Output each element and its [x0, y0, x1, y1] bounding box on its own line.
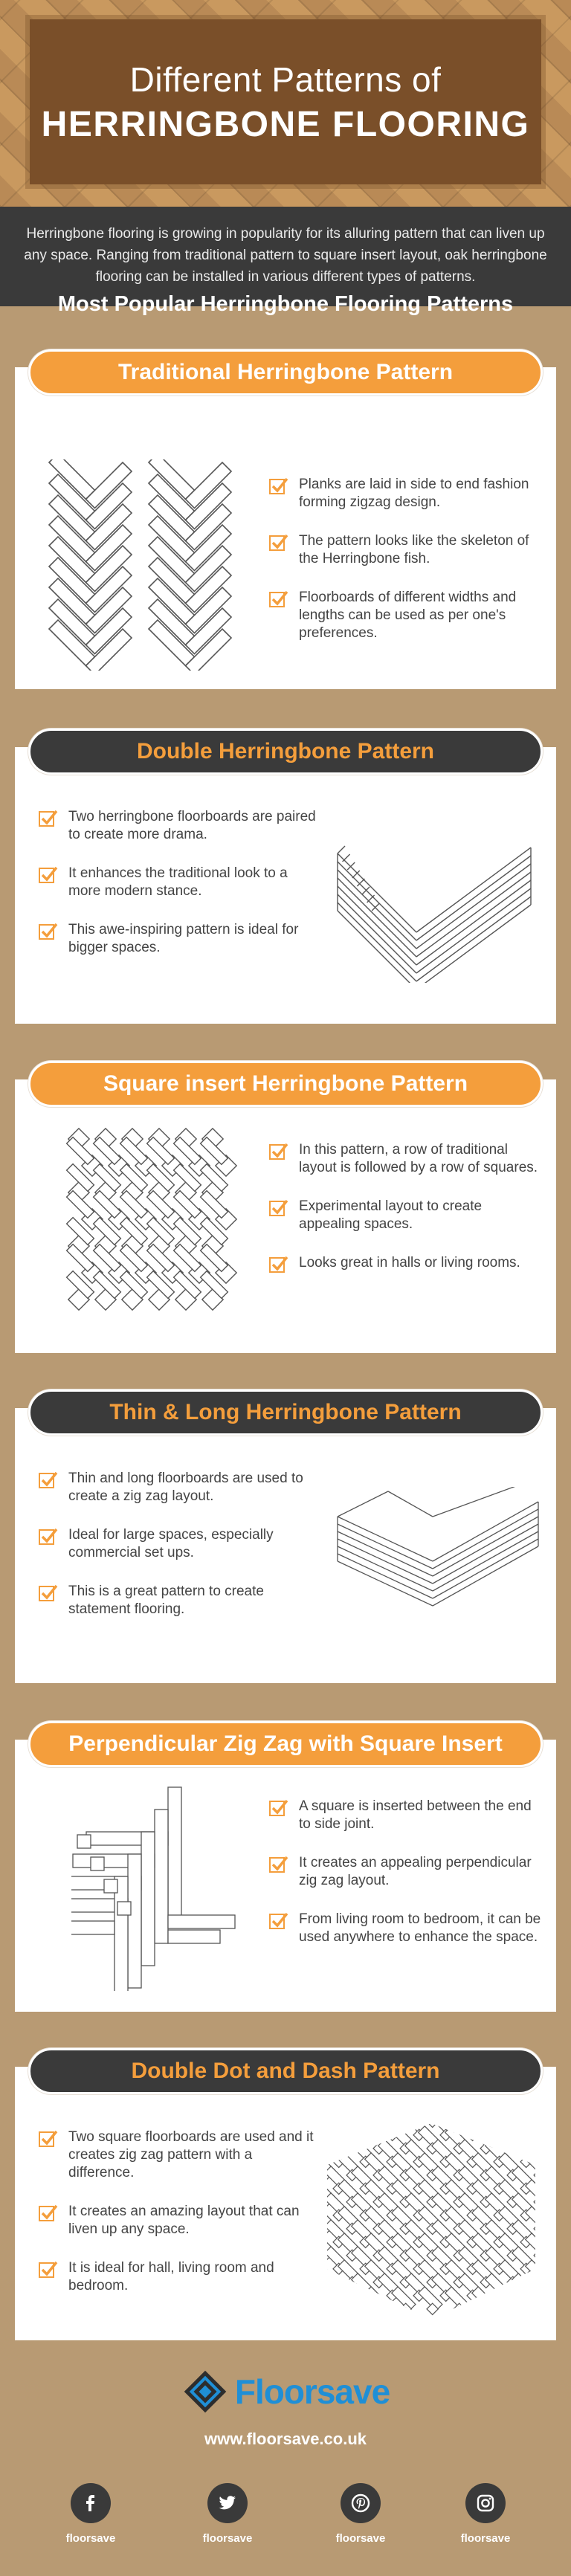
- plank-line: [416, 872, 531, 957]
- plank-line: [433, 1546, 538, 1606]
- plank-shape: [360, 2129, 371, 2140]
- check-icon: [269, 534, 288, 552]
- thin-long-herringbone-illustration: [336, 1487, 541, 1621]
- instagram-icon[interactable]: [465, 2483, 506, 2523]
- plank-line: [338, 853, 416, 932]
- plank-line: [338, 862, 416, 940]
- check-icon: [269, 590, 288, 608]
- social-instagram[interactable]: [445, 2483, 526, 2545]
- traditional-herringbone-illustration: [39, 459, 241, 671]
- plank-shape: [117, 1902, 131, 1915]
- plank-shape: [507, 2303, 518, 2314]
- bullet-item: Two herringbone floorboards are paired to create more drama.: [39, 808, 321, 844]
- plank-shape: [520, 2290, 532, 2301]
- brand-logo[interactable]: [0, 2368, 571, 2415]
- perpendicular-zigzag-illustration: [71, 1781, 242, 1991]
- bullet-item: Thin and long floorboards are used to create a zig zag layout.: [39, 1470, 321, 1505]
- plank-line: [347, 862, 355, 870]
- plank-shape: [91, 1857, 104, 1870]
- social-pinterest[interactable]: [320, 2483, 401, 2545]
- pattern-title-dot-dash: Double Dot and Dash Pattern: [28, 2048, 543, 2094]
- bullets-thin-long: [39, 1470, 321, 1639]
- plank-line: [338, 903, 416, 981]
- page-title-line-2: HERRINGBONE FLOORING: [41, 104, 530, 144]
- plank-shape: [365, 2120, 389, 2123]
- plank-shape: [346, 2303, 358, 2314]
- plank-shape: [534, 2303, 538, 2314]
- plank-shape: [324, 2143, 331, 2154]
- facebook-icon[interactable]: [71, 2483, 111, 2523]
- plank-line: [338, 846, 345, 853]
- check-icon: [269, 1856, 288, 1873]
- plank-line: [367, 895, 375, 903]
- plank-shape: [467, 2129, 478, 2140]
- plank-line: [362, 887, 370, 894]
- bullet-item: It creates an amazing layout that can liven up any space.: [39, 2203, 321, 2238]
- plank-shape: [324, 2126, 335, 2150]
- plank-shape: [77, 1835, 91, 1848]
- plank-shape: [352, 2273, 375, 2297]
- plank-shape: [324, 2260, 335, 2284]
- social-label: floorsave: [335, 2532, 386, 2545]
- plank-line: [338, 1546, 433, 1591]
- plank-line: [433, 1539, 538, 1598]
- pattern-title-double: Double Herringbone Pattern: [28, 729, 543, 775]
- plank-shape: [324, 2287, 335, 2311]
- plank-shape: [338, 2287, 362, 2311]
- check-icon: [39, 866, 58, 884]
- plank-shape: [168, 1930, 220, 1943]
- plank-shape: [534, 2169, 538, 2180]
- double-herringbone-illustration: [335, 824, 535, 983]
- twitter-icon[interactable]: [207, 2483, 248, 2523]
- plank-line: [433, 1524, 538, 1584]
- plank-shape: [507, 2143, 518, 2154]
- bullet-item: It is ideal for hall, living room and bedroom.: [39, 2259, 321, 2295]
- plank-shape: [324, 2120, 335, 2123]
- page-title-line-1: Different Patterns of: [129, 59, 442, 99]
- plank-shape: [534, 2196, 538, 2207]
- dot-dash-pattern-illustration: [324, 2120, 538, 2322]
- plank-shape: [346, 2143, 358, 2154]
- plank-shape: [454, 2120, 465, 2127]
- check-icon: [39, 1528, 58, 1546]
- brand-name: Floorsave: [234, 2372, 390, 2411]
- plank-line: [338, 1554, 433, 1598]
- bullets-square-insert: [269, 1141, 544, 1293]
- bullets-perpendicular: [269, 1798, 544, 1967]
- plank-line: [338, 886, 416, 965]
- bullet-item: Experimental layout to create appealing spaces.: [269, 1198, 544, 1233]
- section-heading-text: Most Popular Herringbone Flooring Patterns: [57, 292, 514, 316]
- bullet-item: Ideal for large spaces, especially commercial set ups.: [39, 1526, 321, 1562]
- social-facebook[interactable]: [50, 2483, 132, 2545]
- plank-line: [416, 880, 531, 965]
- plank-shape: [373, 2120, 384, 2127]
- plank-shape: [512, 2140, 536, 2163]
- plank-shape: [520, 2129, 532, 2140]
- plank-line: [433, 1487, 522, 1517]
- plank-shape: [400, 2120, 411, 2127]
- plank-shape: [499, 2287, 523, 2311]
- plank-shape: [155, 1810, 168, 1943]
- plank-shape: [128, 1854, 141, 1988]
- check-icon: [39, 923, 58, 940]
- plank-shape: [104, 1879, 117, 1893]
- plank-shape: [71, 1921, 114, 1934]
- check-icon: [39, 1471, 58, 1489]
- social-label: floorsave: [65, 2532, 116, 2545]
- plank-shape: [324, 2303, 331, 2314]
- pattern-title-perpendicular: Perpendicular Zig Zag with Square Insert: [28, 1721, 543, 1767]
- pattern-title-square-insert: Square insert Herringbone Pattern: [28, 1061, 543, 1107]
- plank-line: [338, 870, 416, 949]
- bullets-double: [39, 808, 321, 978]
- plank-shape: [472, 2287, 496, 2311]
- plank-shape: [114, 1876, 128, 1991]
- plank-line: [338, 1539, 433, 1584]
- plank-shape: [512, 2120, 536, 2137]
- plank-line: [416, 888, 531, 973]
- bullets-dot-dash: [39, 2128, 321, 2316]
- bullet-item: Planks are laid in side to end fashion forming zigzag design.: [269, 476, 537, 511]
- bullet-item: In this pattern, a row of traditional layout is followed by a row of squares.: [269, 1141, 544, 1177]
- check-icon: [39, 810, 58, 827]
- plank-shape: [480, 2303, 491, 2314]
- plank-shape: [499, 2126, 523, 2150]
- pattern-title-traditional: Traditional Herringbone Pattern: [28, 349, 543, 396]
- plank-line: [433, 1531, 538, 1591]
- bullet-item: Floorboards of different widths and lengths can be used as per one's preferences.: [269, 589, 537, 642]
- plank-line: [416, 864, 531, 949]
- square-insert-herringbone-illustration: [49, 1124, 244, 1329]
- logo-diamond-icon: [181, 2368, 229, 2415]
- plank-line: [338, 878, 416, 957]
- plank-shape: [472, 2120, 496, 2123]
- bullet-item: From living room to bedroom, it can be used anywhere to enhance the space.: [269, 1911, 544, 1946]
- plank-shape: [494, 2129, 505, 2140]
- plank-shape: [338, 2126, 362, 2150]
- plank-shape: [346, 2120, 358, 2127]
- plank-line: [343, 854, 350, 862]
- plank-shape: [325, 2273, 349, 2297]
- plank-shape: [507, 2120, 518, 2127]
- plank-shape: [526, 2287, 538, 2311]
- plank-shape: [325, 2120, 349, 2137]
- plank-shape: [459, 2120, 483, 2137]
- plank-shape: [168, 1915, 235, 1928]
- plank-shape: [520, 2156, 532, 2167]
- check-icon: [269, 1143, 288, 1161]
- bullets-traditional: [269, 476, 537, 663]
- social-twitter[interactable]: [187, 2483, 268, 2545]
- social-label: floorsave: [202, 2532, 253, 2545]
- plank-shape: [480, 2120, 491, 2127]
- check-icon: [269, 1256, 288, 1274]
- plank-line: [416, 848, 531, 932]
- plank-shape: [427, 2120, 438, 2127]
- plank-shape: [534, 2143, 538, 2154]
- bullet-item: This is a great pattern to create statement flooring.: [39, 1583, 321, 1618]
- plank-shape: [352, 2120, 375, 2137]
- bullet-item: Looks great in halls or living rooms.: [269, 1254, 544, 1272]
- header-banner: [0, 0, 571, 207]
- plank-shape: [534, 2250, 538, 2261]
- plank-shape: [373, 2303, 384, 2314]
- plank-shape: [512, 2273, 536, 2297]
- check-icon: [39, 2261, 58, 2279]
- plank-shape: [338, 2120, 362, 2123]
- plank-shape: [324, 2120, 331, 2127]
- plank-shape: [387, 2129, 398, 2140]
- check-icon: [269, 1199, 288, 1217]
- plank-line: [416, 856, 531, 940]
- plank-shape: [445, 2120, 469, 2123]
- plank-line: [416, 897, 531, 981]
- plank-shape: [168, 1787, 181, 1921]
- section-heading: [0, 292, 571, 317]
- plank-line: [338, 1561, 433, 1606]
- check-icon: [269, 477, 288, 495]
- plank-shape: [485, 2120, 509, 2137]
- plank-shape: [507, 2276, 518, 2288]
- check-icon: [39, 2130, 58, 2148]
- plank-shape: [324, 2276, 331, 2288]
- plank-shape: [141, 1832, 155, 1966]
- plank-line: [338, 1531, 433, 1576]
- header-title-panel: [30, 19, 541, 184]
- plank-shape: [526, 2126, 538, 2150]
- plank-shape: [392, 2120, 416, 2123]
- plank-line: [433, 1509, 538, 1569]
- website-link[interactable]: www.floorsave.co.uk: [204, 2430, 367, 2448]
- intro-text: Herringbone flooring is growing in popularity for its alluring pattern that can liven up any space. Ranging from traditional pattern to square insert layout, oak herringbone flooring can be installed in various different types of patterns.: [0, 207, 571, 306]
- plank-line: [338, 1524, 433, 1569]
- plank-line: [338, 1491, 388, 1517]
- plank-shape: [365, 2287, 389, 2311]
- plank-line: [433, 1517, 538, 1576]
- plank-shape: [333, 2290, 344, 2301]
- check-icon: [39, 2204, 58, 2222]
- plank-shape: [333, 2129, 344, 2140]
- bullet-item: It enhances the traditional look to a more modern stance.: [39, 865, 321, 900]
- check-icon: [269, 1799, 288, 1817]
- bullet-item: This awe-inspiring pattern is ideal for bigger spaces.: [39, 921, 321, 957]
- plank-shape: [494, 2290, 505, 2301]
- plank-line: [388, 1491, 433, 1517]
- plank-line: [372, 903, 379, 911]
- plank-shape: [378, 2120, 402, 2137]
- plank-line: [338, 1517, 433, 1561]
- check-icon: [269, 1912, 288, 1930]
- bullet-item: Two square floorboards are used and it creates zig zag pattern with a difference.: [39, 2128, 321, 2182]
- plank-shape: [454, 2303, 465, 2314]
- plank-line: [338, 911, 416, 983]
- bullet-item: It creates an appealing perpendicular zig zag layout.: [269, 1854, 544, 1890]
- plank-shape: [360, 2290, 371, 2301]
- plank-shape: [526, 2120, 538, 2123]
- bullet-item: A square is inserted between the end to side joint.: [269, 1798, 544, 1833]
- check-icon: [39, 1584, 58, 1602]
- pinterest-icon[interactable]: [341, 2483, 381, 2523]
- plank-shape: [419, 2120, 442, 2123]
- pattern-title-thin-long: Thin & Long Herringbone Pattern: [28, 1389, 543, 1436]
- social-label: floorsave: [460, 2532, 511, 2545]
- plank-shape: [499, 2120, 523, 2123]
- plank-shape: [534, 2223, 538, 2234]
- plank-shape: [534, 2120, 538, 2127]
- bullet-item: The pattern looks like the skeleton of the Herringbone fish.: [269, 532, 537, 568]
- plank-shape: [534, 2276, 538, 2288]
